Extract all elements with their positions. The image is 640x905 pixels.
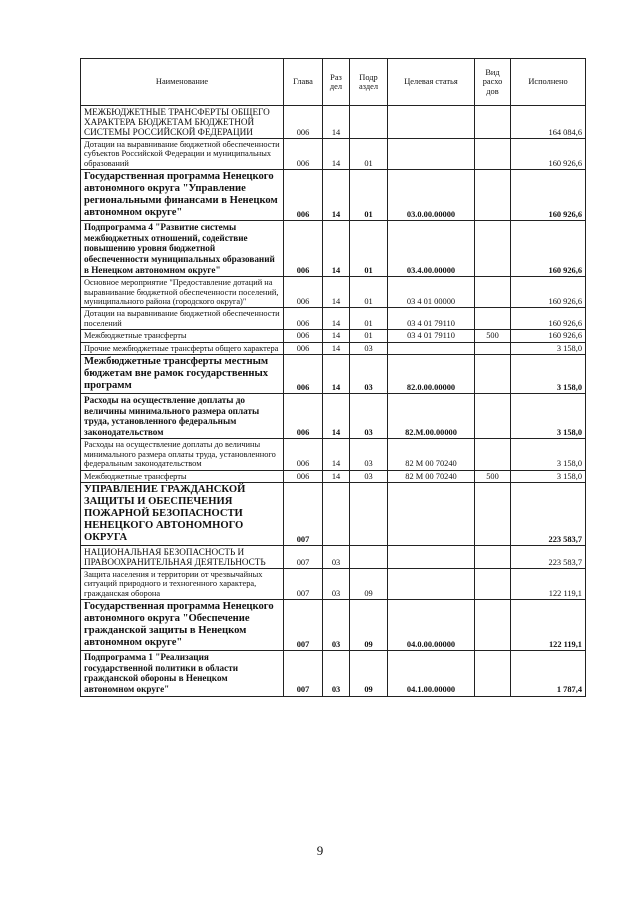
cell-chapter: 007 xyxy=(284,651,323,696)
cell-executed: 3 158,0 xyxy=(511,470,586,482)
cell-executed: 160 926,6 xyxy=(511,221,586,277)
cell-chapter: 006 xyxy=(284,170,323,221)
cell-subsection: 01 xyxy=(350,330,388,342)
header-chapter: Глава xyxy=(284,59,323,106)
cell-target: 03.4.00.00000 xyxy=(388,221,475,277)
cell-section: 14 xyxy=(323,277,350,308)
cell-chapter: 007 xyxy=(284,569,323,600)
cell-section: 14 xyxy=(323,330,350,342)
cell-chapter: 007 xyxy=(284,546,323,569)
cell-target: 04.1.00.00000 xyxy=(388,651,475,696)
cell-name: Государственная программа Ненецкого автономного округа "Управление региональными финансами в Ненецком автономном округе" xyxy=(81,170,284,221)
cell-section: 14 xyxy=(323,342,350,354)
header-target: Целевая статья xyxy=(388,59,475,106)
cell-target xyxy=(388,569,475,600)
cell-expense-type xyxy=(475,546,511,569)
cell-expense-type xyxy=(475,221,511,277)
cell-name: Подпрограмма 4 "Развитие системы межбюджетных отношений, содействие повышению уровня бюджетной обеспеченности муниципальных образований в Ненецком автономном округе" xyxy=(81,221,284,277)
cell-name: Прочие межбюджетные трансферты общего характера xyxy=(81,342,284,354)
cell-executed: 122 119,1 xyxy=(511,600,586,651)
cell-chapter: 006 xyxy=(284,439,323,470)
table-row xyxy=(81,170,586,221)
cell-subsection: 01 xyxy=(350,221,388,277)
cell-expense-type xyxy=(475,342,511,354)
cell-expense-type xyxy=(475,139,511,170)
cell-chapter: 006 xyxy=(284,470,323,482)
table-row xyxy=(81,483,586,546)
cell-chapter: 006 xyxy=(284,308,323,330)
cell-chapter: 007 xyxy=(284,483,323,546)
cell-expense-type xyxy=(475,651,511,696)
cell-expense-type xyxy=(475,439,511,470)
cell-executed: 3 158,0 xyxy=(511,342,586,354)
header-name: Наименование xyxy=(81,59,284,106)
cell-target: 82 М 00 70240 xyxy=(388,439,475,470)
cell-target: 03 4 01 79110 xyxy=(388,308,475,330)
table-row xyxy=(81,221,586,277)
table-row xyxy=(81,394,586,439)
cell-chapter: 006 xyxy=(284,106,323,139)
cell-section: 14 xyxy=(323,439,350,470)
budget-table xyxy=(80,58,586,697)
cell-target: 03 4 01 00000 xyxy=(388,277,475,308)
cell-executed: 3 158,0 xyxy=(511,394,586,439)
table-row xyxy=(81,600,586,651)
cell-expense-type xyxy=(475,277,511,308)
cell-name: Расходы на осуществление доплаты до величины минимального размера оплаты труда, установленного федеральным законодательством xyxy=(81,439,284,470)
cell-executed: 164 084,6 xyxy=(511,106,586,139)
cell-subsection: 03 xyxy=(350,342,388,354)
cell-name: Государственная программа Ненецкого автономного округа "Обеспечение гражданской защиты в Ненецком автономном округе" xyxy=(81,600,284,651)
cell-name: Дотации на выравнивание бюджетной обеспеченности поселений xyxy=(81,308,284,330)
cell-chapter: 006 xyxy=(284,277,323,308)
cell-subsection: 09 xyxy=(350,651,388,696)
cell-expense-type xyxy=(475,308,511,330)
cell-expense-type: 500 xyxy=(475,470,511,482)
table-row xyxy=(81,139,586,170)
cell-chapter: 007 xyxy=(284,600,323,651)
cell-target: 82.М.00.00000 xyxy=(388,394,475,439)
cell-expense-type xyxy=(475,483,511,546)
cell-expense-type xyxy=(475,170,511,221)
cell-name: УПРАВЛЕНИЕ ГРАЖДАНСКОЙ ЗАЩИТЫ И ОБЕСПЕЧЕНИЯ ПОЖАРНОЙ БЕЗОПАСНОСТИ НЕНЕЦКОГО АВТОНОМНОГО ОКРУГА xyxy=(81,483,284,546)
cell-subsection: 03 xyxy=(350,439,388,470)
cell-chapter: 006 xyxy=(284,330,323,342)
cell-expense-type xyxy=(475,355,511,394)
cell-target xyxy=(388,342,475,354)
cell-executed: 223 583,7 xyxy=(511,546,586,569)
cell-section: 14 xyxy=(323,308,350,330)
table-row xyxy=(81,651,586,696)
header-expense-type: Вид расхо дов xyxy=(475,59,511,106)
cell-chapter: 006 xyxy=(284,342,323,354)
cell-name: Межбюджетные трансферты xyxy=(81,470,284,482)
table-row xyxy=(81,439,586,470)
cell-chapter: 006 xyxy=(284,139,323,170)
cell-subsection: 01 xyxy=(350,139,388,170)
cell-name: МЕЖБЮДЖЕТНЫЕ ТРАНСФЕРТЫ ОБЩЕГО ХАРАКТЕРА БЮДЖЕТАМ БЮДЖЕТНОЙ СИСТЕМЫ РОССИЙСКОЙ ФЕДЕРАЦИИ xyxy=(81,106,284,139)
cell-section: 14 xyxy=(323,221,350,277)
header-section: Раз дел xyxy=(323,59,350,106)
page-number: 9 xyxy=(316,843,324,858)
cell-subsection xyxy=(350,106,388,139)
cell-target: 82 М 00 70240 xyxy=(388,470,475,482)
cell-name: Защита населения и территории от чрезвычайных ситуаций природного и техногенного характера, гражданская оборона xyxy=(81,569,284,600)
cell-target: 03 4 01 79110 xyxy=(388,330,475,342)
cell-subsection: 09 xyxy=(350,569,388,600)
cell-subsection: 01 xyxy=(350,170,388,221)
table-header-row xyxy=(81,59,586,106)
cell-section: 14 xyxy=(323,106,350,139)
cell-name: НАЦИОНАЛЬНАЯ БЕЗОПАСНОСТЬ И ПРАВООХРАНИТЕЛЬНАЯ ДЕЯТЕЛЬНОСТЬ xyxy=(81,546,284,569)
cell-chapter: 006 xyxy=(284,221,323,277)
cell-target xyxy=(388,139,475,170)
cell-section: 03 xyxy=(323,546,350,569)
cell-executed: 1 787,4 xyxy=(511,651,586,696)
cell-section: 14 xyxy=(323,139,350,170)
cell-section: 03 xyxy=(323,600,350,651)
cell-chapter: 006 xyxy=(284,355,323,394)
cell-executed: 122 119,1 xyxy=(511,569,586,600)
cell-executed: 160 926,6 xyxy=(511,277,586,308)
cell-name: Расходы на осуществление доплаты до величины минимального размера оплаты труда, установленного федеральным законодательством xyxy=(81,394,284,439)
cell-name: Основное мероприятие "Предоставление дотаций на выравнивание бюджетной обеспеченности поселений, муниципального района (городского округа)" xyxy=(81,277,284,308)
cell-target xyxy=(388,483,475,546)
cell-target: 04.0.00.00000 xyxy=(388,600,475,651)
cell-subsection xyxy=(350,546,388,569)
cell-subsection: 09 xyxy=(350,600,388,651)
cell-name: Межбюджетные трансферты xyxy=(81,330,284,342)
table-row xyxy=(81,342,586,354)
table-row xyxy=(81,308,586,330)
cell-section: 03 xyxy=(323,651,350,696)
cell-target: 03.0.00.00000 xyxy=(388,170,475,221)
table-row xyxy=(81,355,586,394)
cell-subsection: 01 xyxy=(350,308,388,330)
cell-expense-type: 500 xyxy=(475,330,511,342)
cell-section: 14 xyxy=(323,170,350,221)
table-row xyxy=(81,330,586,342)
cell-subsection: 03 xyxy=(350,355,388,394)
cell-subsection: 03 xyxy=(350,394,388,439)
cell-executed: 160 926,6 xyxy=(511,170,586,221)
cell-name: Межбюджетные трансферты местным бюджетам вне рамок государственных программ xyxy=(81,355,284,394)
cell-subsection: 03 xyxy=(350,470,388,482)
cell-executed: 3 158,0 xyxy=(511,439,586,470)
cell-expense-type xyxy=(475,394,511,439)
cell-executed: 3 158,0 xyxy=(511,355,586,394)
table-row xyxy=(81,106,586,139)
cell-target xyxy=(388,106,475,139)
cell-section: 03 xyxy=(323,569,350,600)
cell-executed: 160 926,6 xyxy=(511,139,586,170)
header-subsection: Подр аздел xyxy=(350,59,388,106)
cell-section: 14 xyxy=(323,355,350,394)
table-row xyxy=(81,277,586,308)
cell-subsection xyxy=(350,483,388,546)
cell-expense-type xyxy=(475,106,511,139)
cell-name: Дотации на выравнивание бюджетной обеспеченности субъектов Российской Федерации и муниципальных образований xyxy=(81,139,284,170)
cell-target: 82.0.00.00000 xyxy=(388,355,475,394)
table-row xyxy=(81,546,586,569)
cell-section: 14 xyxy=(323,394,350,439)
header-executed: Исполнено xyxy=(511,59,586,106)
cell-chapter: 006 xyxy=(284,394,323,439)
cell-expense-type xyxy=(475,600,511,651)
cell-name: Подпрограмма 1 "Реализация государственной политики в области гражданской обороны в Ненецком автономном округе" xyxy=(81,651,284,696)
cell-target xyxy=(388,546,475,569)
cell-executed: 160 926,6 xyxy=(511,330,586,342)
cell-subsection: 01 xyxy=(350,277,388,308)
cell-executed: 223 583,7 xyxy=(511,483,586,546)
cell-section xyxy=(323,483,350,546)
table-row xyxy=(81,569,586,600)
cell-section: 14 xyxy=(323,470,350,482)
cell-executed: 160 926,6 xyxy=(511,308,586,330)
cell-expense-type xyxy=(475,569,511,600)
table-row xyxy=(81,470,586,482)
